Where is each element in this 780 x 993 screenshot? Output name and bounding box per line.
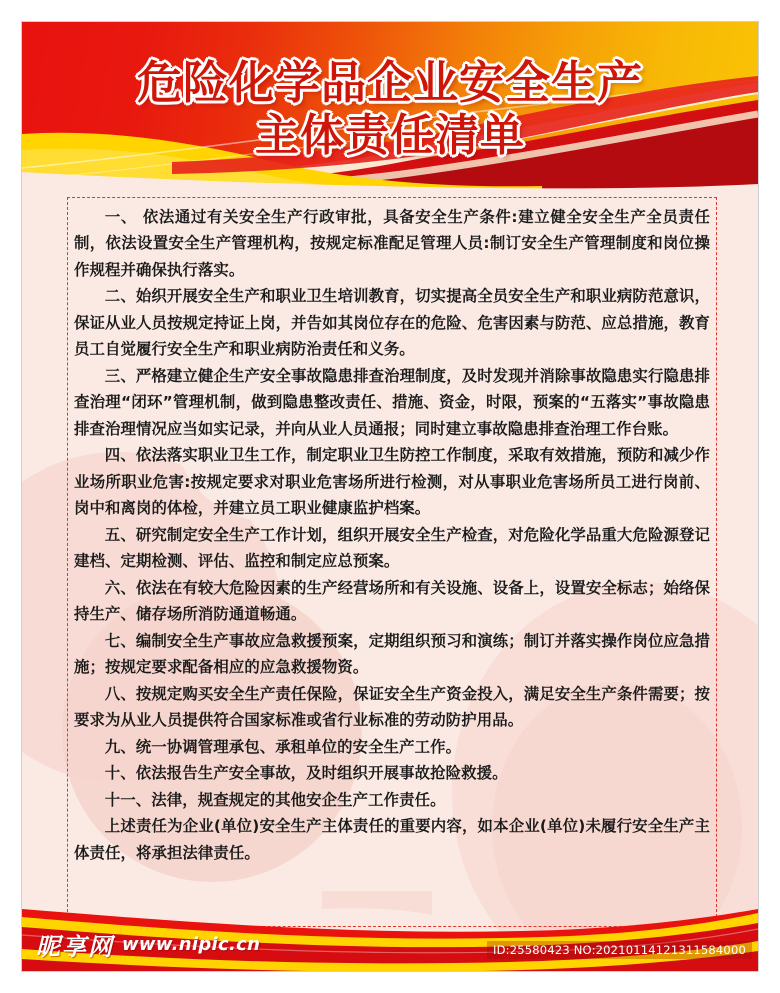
poster-title: [22, 22, 758, 190]
clause-item: 一、 依法通过有关安全生产行政审批，具备安全生产条件:建立健全安全生产全员责任制，依法设置安全生产管理机构，按规定标准配足管理人员:制订安全生产管理制度和岗位操作规程并确保执行落实。: [74, 208, 710, 279]
clause-item: 二、始织开展安全生产和职业卫生培训教育，切实提高全员安全生产和职业病防范意识，保证从业人员按规定持证上岗，并告如其岗位存在的危险、危害因素与防范、应总措施，教育员工自觉履行安全生产和职业病防治责任和义务。: [74, 287, 710, 359]
clause-list-container: [67, 197, 717, 927]
clause-item: 四、依法落实职业卫生工作，制定职业卫生防控工作制度，采取有效措施，预防和减少作业场所职业危害:按规定要求对职业危害场所进行检测，对从事职业危害场所员工进行岗前、岗中和离岗的体检，并建立员工职业健康监护档案。: [74, 446, 710, 518]
clause-item: 五、研究制定安全生产工作计划，组织开展安全生产检查，对危险化学品重大危险源登记建档、定期检测、评估、监控和制定应总预案。: [74, 525, 710, 571]
asset-id-tag: ID:25580423 NO:20210114121311584000: [487, 941, 752, 959]
clause-item: 三、严格建立健企生产安全事故隐患排查治理制度，及时发现并消除事故隐患实行隐患排查治理“闭环”管理机制，做到隐患整改责任、措施、资金，时限，预案的“五落实”事故隐患排查治理情况应当如实记录，并向从业人员通报；同时建立事故隐患排查治理工作台账。: [74, 366, 710, 438]
brand-logo-text: 昵享网: [36, 932, 114, 961]
clause-item: 十一、法律，规查规定的其他安企生产工作责任。: [104, 790, 446, 809]
site-brand: [36, 927, 260, 962]
clause-item: 八、按规定购买安全生产责任保险，保证安全生产资金投入，满足安全生产条件需要；按要求为从业人员提供符合国家标准或省行业标准的劳动防护用品。: [74, 684, 710, 730]
brand-url-text: www.nipic.cn: [122, 934, 261, 955]
clause-item: 七、编制安全生产事故应急救援预案，定期组织预习和演练；制订并落实操作岗位应急措施；按规定要求配备相应的应急救援物资。: [74, 631, 710, 677]
clause-item: 九、统一协调管理承包、承租单位的安全生产工作。: [104, 737, 462, 756]
clause-item: 十、依法报告生产安全事故，及时组织开展事故抢险救援。: [104, 764, 508, 783]
poster-frame: [22, 22, 758, 971]
clause-closing-statement: 上述责任为企业(单位)安全生产主体责任的重要内容，如本企业(单位)未履行安全生产主体责任，将承担法律责任。: [74, 817, 710, 862]
footer-banner: [22, 891, 758, 971]
clause-item: 六、依法在有较大危险因素的生产经营场所和有关设施、设备上，设置安全标志；始络保持生产、储存场所消防通道畅通。: [74, 578, 710, 624]
title-line-1: 危险化学品企业安全生产: [136, 55, 643, 109]
header-banner: [22, 22, 758, 190]
title-line-2: 主体责任清单: [255, 110, 525, 162]
